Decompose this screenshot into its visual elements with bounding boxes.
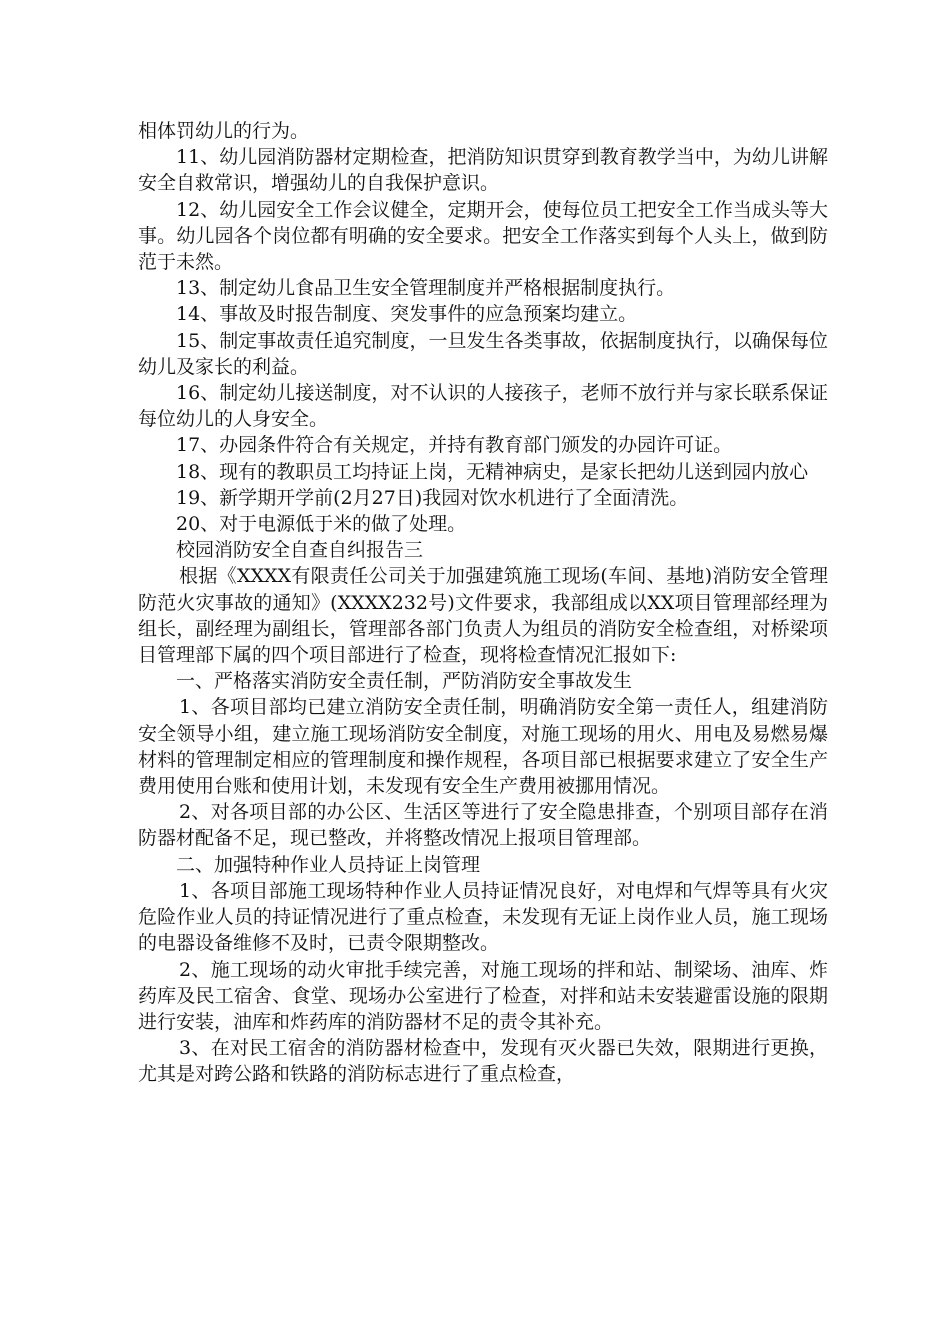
paragraph: 18、现有的教职员工均持证上岗，无精神病史，是家长把幼儿送到园内放心 — [176, 460, 809, 483]
paragraph: 11、幼儿园消防器材定期检查，把消防知识贯穿到教育教学当中，为幼儿讲解安全自救常识，增强幼儿的自我保护意识。 — [138, 146, 828, 195]
paragraph: 2、施工现场的动火审批手续完善，对施工现场的拌和站、制梁场、油库、炸药库及民工宿舍、食堂、现场办公室进行了检查，对拌和站未安装避雷设施的限期进行安装，油库和炸药库的消防器材不足的责令其补充。 — [138, 958, 828, 1033]
paragraph: 14、事故及时报告制度、突发事件的应急预案均建立。 — [176, 303, 638, 326]
paragraph: 12、幼儿园安全工作会议健全，定期开会，使每位员工把安全工作当成头等大事。幼儿园各个岗位都有明确的安全要求。把安全工作落实到每个人头上，做到防范于未然。 — [138, 198, 828, 274]
paragraph: 20、对于电源低于米的做了处理。 — [176, 513, 467, 536]
paragraph: 3、在对民工宿舍的消防器材检查中，发现有灭火器已失效，限期进行更换，尤其是对跨公路和铁路的消防标志进行了重点检查， — [138, 1037, 828, 1086]
paragraph: 根据《XXXX有限责任公司关于加强建筑施工现场(车间、基地)消防安全管理防范火灾事故的通知》(XXXX232号)文件要求，我部组成以XX项目管理部经理为组长，副经理为副组长，管理部各部门负责人为组员的消防安全检查组，对桥梁项目管理部下属的四个项目部进行了检查，现将检查情况汇报如下: — [138, 565, 828, 667]
document-page — [138, 118, 828, 1088]
section-heading: 校园消防安全自查自纠报告三 — [176, 539, 424, 562]
paragraph: 1、各项目部施工现场特种作业人员持证情况良好，对电焊和气焊等具有火灾危险作业人员的持证情况进行了重点检查，未发现有无证上岗作业人员，施工现场的电器设备维修不及时，已责令限期整改。 — [138, 879, 828, 955]
section-heading: 二、加强特种作业人员持证上岗管理 — [176, 853, 481, 876]
section-heading: 一、严格落实消防安全责任制，严防消防安全事故发生 — [176, 670, 633, 693]
paragraph: 15、制定事故责任追究制度，一旦发生各类事故，依据制度执行，以确保每位幼儿及家长的利益。 — [138, 329, 828, 378]
paragraph: 1、各项目部均已建立消防安全责任制，明确消防安全第一责任人，组建消防安全领导小组，建立施工现场消防安全制度，对施工现场的用火、用电及易燃易爆材料的管理制定相应的管理制度和操作规程，各项目部已根据要求建立了安全生产费用使用台账和使用计划，未发现有安全生产费用被挪用情况。 — [138, 696, 828, 798]
paragraph: 19、新学期开学前(2月27日)我园对饮水机进行了全面清洗。 — [176, 486, 689, 509]
paragraph: 17、办园条件符合有关规定，并持有教育部门颁发的办园许可证。 — [176, 434, 733, 457]
paragraph: 2、对各项目部的办公区、生活区等进行了安全隐患排查，个别项目部存在消防器材配备不足，现已整改，并将整改情况上报项目管理部。 — [138, 801, 828, 850]
paragraph: 13、制定幼儿食品卫生安全管理制度并严格根据制度执行。 — [176, 277, 676, 300]
paragraph: 16、制定幼儿接送制度，对不认识的人接孩子，老师不放行并与家长联系保证每位幼儿的人身安全。 — [138, 382, 828, 431]
paragraph: 相体罚幼儿的行为。 — [138, 120, 310, 142]
